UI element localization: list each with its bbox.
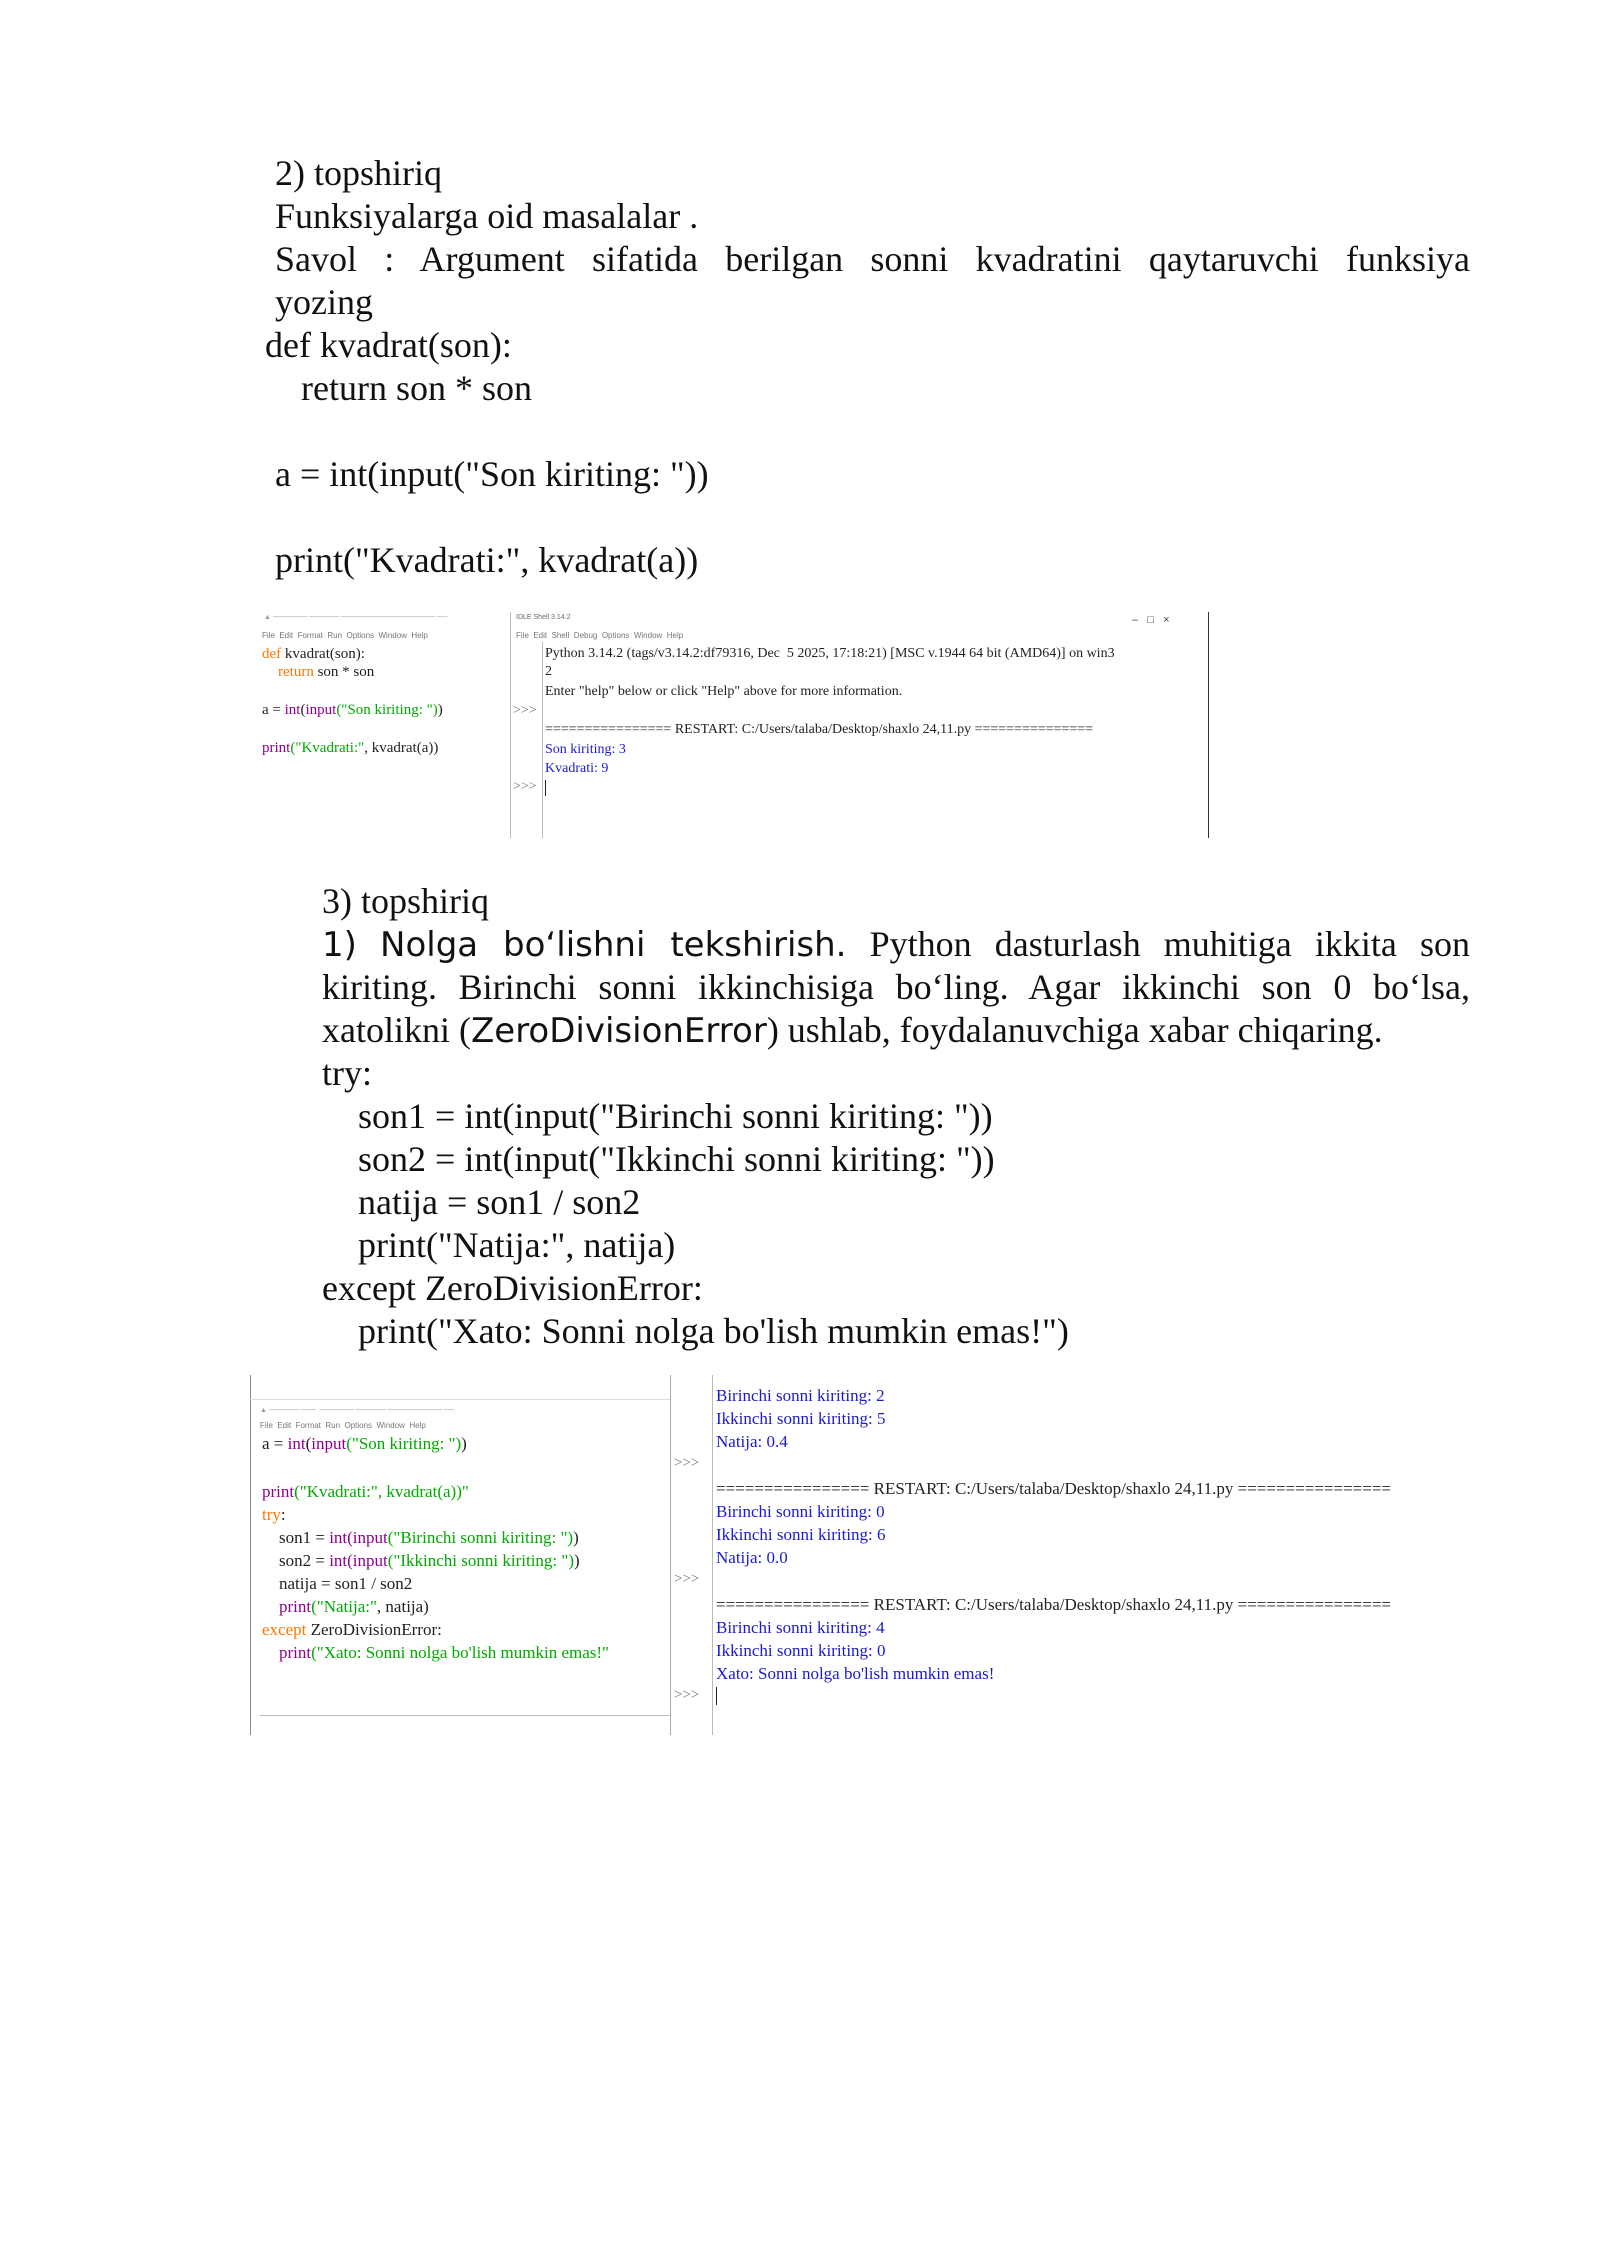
shell-run3-line1: Birinchi sonni kiriting: 4 (716, 1618, 885, 1637)
shell-output-line2: Kvadrati: 9 (545, 761, 609, 776)
section3-code-line6: except ZeroDivisionError: (322, 1268, 703, 1308)
idle-screenshot-2 (248, 1375, 1500, 1735)
shell-banner-line1: Python 3.14.2 (tags/v3.14.2:df79316, Dec 5 2025, 17:18:21) [MSC v.1944 64 bit (AMD64)] on win3 (545, 646, 1115, 661)
editor-line-natija: natija = son1 / son2 (262, 1574, 413, 1593)
shell-prompt-2: >>> (513, 779, 537, 794)
section2-code-line1: def kvadrat(son): (265, 325, 512, 365)
section3-heading: 3) topshiriq (322, 881, 489, 921)
shell-run2-line3: Natija: 0.0 (716, 1548, 788, 1567)
editor-menubar[interactable]: File Edit Format Run Options Window Help (260, 1421, 426, 1430)
shell-run3-line3: Xato: Sonni nolga bo'lish mumkin emas! (716, 1664, 995, 1683)
section3-task-line1: 1) Nolga bo‘lishni tekshirish. Python dasturlash muhitiga ikkita son (322, 924, 1471, 965)
shell-restart-1: ================ RESTART: C:/Users/talaba/Desktop/shaxlo 24,11.py ================ (716, 1479, 1392, 1498)
editor-scrollbar[interactable] (260, 1715, 670, 1716)
shell-gutter (542, 642, 543, 838)
section2-heading: 2) topshiriq (275, 153, 442, 193)
shell-run2-line2: Ikkinchi sonni kiriting: 6 (716, 1525, 886, 1544)
shell-prompt-2: >>> (674, 1571, 700, 1587)
section3-task-line3: xatolikni (ZeroDivisionError) ushlab, foydalanuvchiga xabar chiqaring. (322, 1010, 1383, 1051)
shell-banner-line2: 2 (545, 664, 552, 679)
shell-run1-line2: Ikkinchi sonni kiriting: 5 (716, 1409, 886, 1428)
section2-code-line4: print("Kvadrati:", kvadrat(a)) (275, 540, 699, 580)
section3-code-line1: try: (322, 1053, 372, 1093)
section3-code-line5: print("Natija:", natija) (322, 1225, 676, 1265)
editor-left-edge (250, 1375, 251, 1735)
editor-line-print-natija: print("Natija:", natija) (279, 1597, 429, 1616)
editor-menubar[interactable]: File Edit Format Run Options Window Help (262, 631, 428, 640)
editor-titlebar: ▲ ────── ─── ─────── ────── ─────────── ── (260, 1407, 455, 1414)
editor-line-input: a = int(input("Son kiriting: ")) (262, 1434, 467, 1453)
shell-prompt-3: >>> (674, 1687, 700, 1703)
shell-prompt-1: >>> (674, 1455, 700, 1471)
idle-screenshot-1 (260, 612, 1210, 838)
section3-code-line7: print("Xato: Sonni nolga bo'lish mumkin emas!") (322, 1311, 1069, 1351)
shell-window-controls[interactable]: – □ × (1132, 614, 1170, 626)
editor-line-input: a = int(input("Son kiriting: ")) (262, 702, 443, 718)
shell-title: IDLE Shell 3.14.2 (516, 614, 571, 621)
editor-titlebar: ▲ ─────── ────── ─────────────────── ── (264, 614, 448, 621)
editor-line-def: def kvadrat(son): (262, 646, 365, 662)
shell-gutter (712, 1375, 713, 1735)
shell-restart-2: ================ RESTART: C:/Users/talaba/Desktop/shaxlo 24,11.py ================ (716, 1595, 1392, 1614)
section3-task-line2: kiriting. Birinchi sonni ikkinchisiga bo‘ling. Agar ikkinchi son 0 bo‘lsa, (322, 967, 1470, 1007)
editor-line-print: print("Kvadrati:", kvadrat(a))" (262, 1482, 469, 1501)
section2-code-line2: return son * son (265, 368, 532, 408)
shell-run2-line1: Birinchi sonni kiriting: 0 (716, 1502, 885, 1521)
shell-output-line1: Son kiriting: 3 (545, 742, 626, 757)
editor-line-try: try: (262, 1505, 286, 1524)
shell-menubar[interactable]: File Edit Shell Debug Options Window Help (516, 631, 684, 640)
shell-run1-line3: Natija: 0.4 (716, 1432, 788, 1451)
shell-run3-line2: Ikkinchi sonni kiriting: 0 (716, 1641, 886, 1660)
shell-cursor[interactable] (716, 1687, 717, 1705)
shell-banner-line3: Enter "help" below or click "Help" above for more information. (545, 684, 903, 699)
editor-line-return: return son * son (278, 664, 375, 680)
shell-prompt: >>> (513, 703, 537, 718)
section2-question-line1: Savol : Argument sifatida berilgan sonni kvadratini qaytaruvchi funksiya (275, 239, 1470, 279)
editor-line-son2: son2 = int(input("Ikkinchi sonni kiriting: ")) (262, 1551, 580, 1570)
shell-cursor[interactable] (545, 780, 546, 796)
section2-code-line3: a = int(input("Son kiriting: ")) (275, 454, 709, 494)
editor-line-print: print("Kvadrati:", kvadrat(a)) (262, 740, 439, 756)
pane-divider (510, 612, 511, 838)
section3-code-line4: natija = son1 / son2 (322, 1182, 641, 1222)
editor-right-edge (670, 1375, 671, 1735)
section2-subtitle: Funksiyalarga oid masalalar . (275, 196, 699, 236)
shell-right-edge (1208, 612, 1209, 838)
shell-run1-line1: Birinchi sonni kiriting: 2 (716, 1386, 885, 1405)
section2-question-line2: yozing (275, 282, 373, 322)
editor-top-border (250, 1399, 670, 1400)
shell-restart-line: ================ RESTART: C:/Users/talaba/Desktop/shaxlo 24,11.py =============== (545, 722, 1094, 737)
editor-line-print-error: print("Xato: Sonni nolga bo'lish mumkin emas!" (279, 1643, 609, 1662)
section3-code-line2: son1 = int(input("Birinchi sonni kiriting: ")) (322, 1096, 993, 1136)
editor-line-except: except ZeroDivisionError: (262, 1620, 442, 1639)
editor-line-son1: son1 = int(input("Birinchi sonni kiriting: ")) (262, 1528, 579, 1547)
section3-code-line3: son2 = int(input("Ikkinchi sonni kiriting: ")) (322, 1139, 995, 1179)
